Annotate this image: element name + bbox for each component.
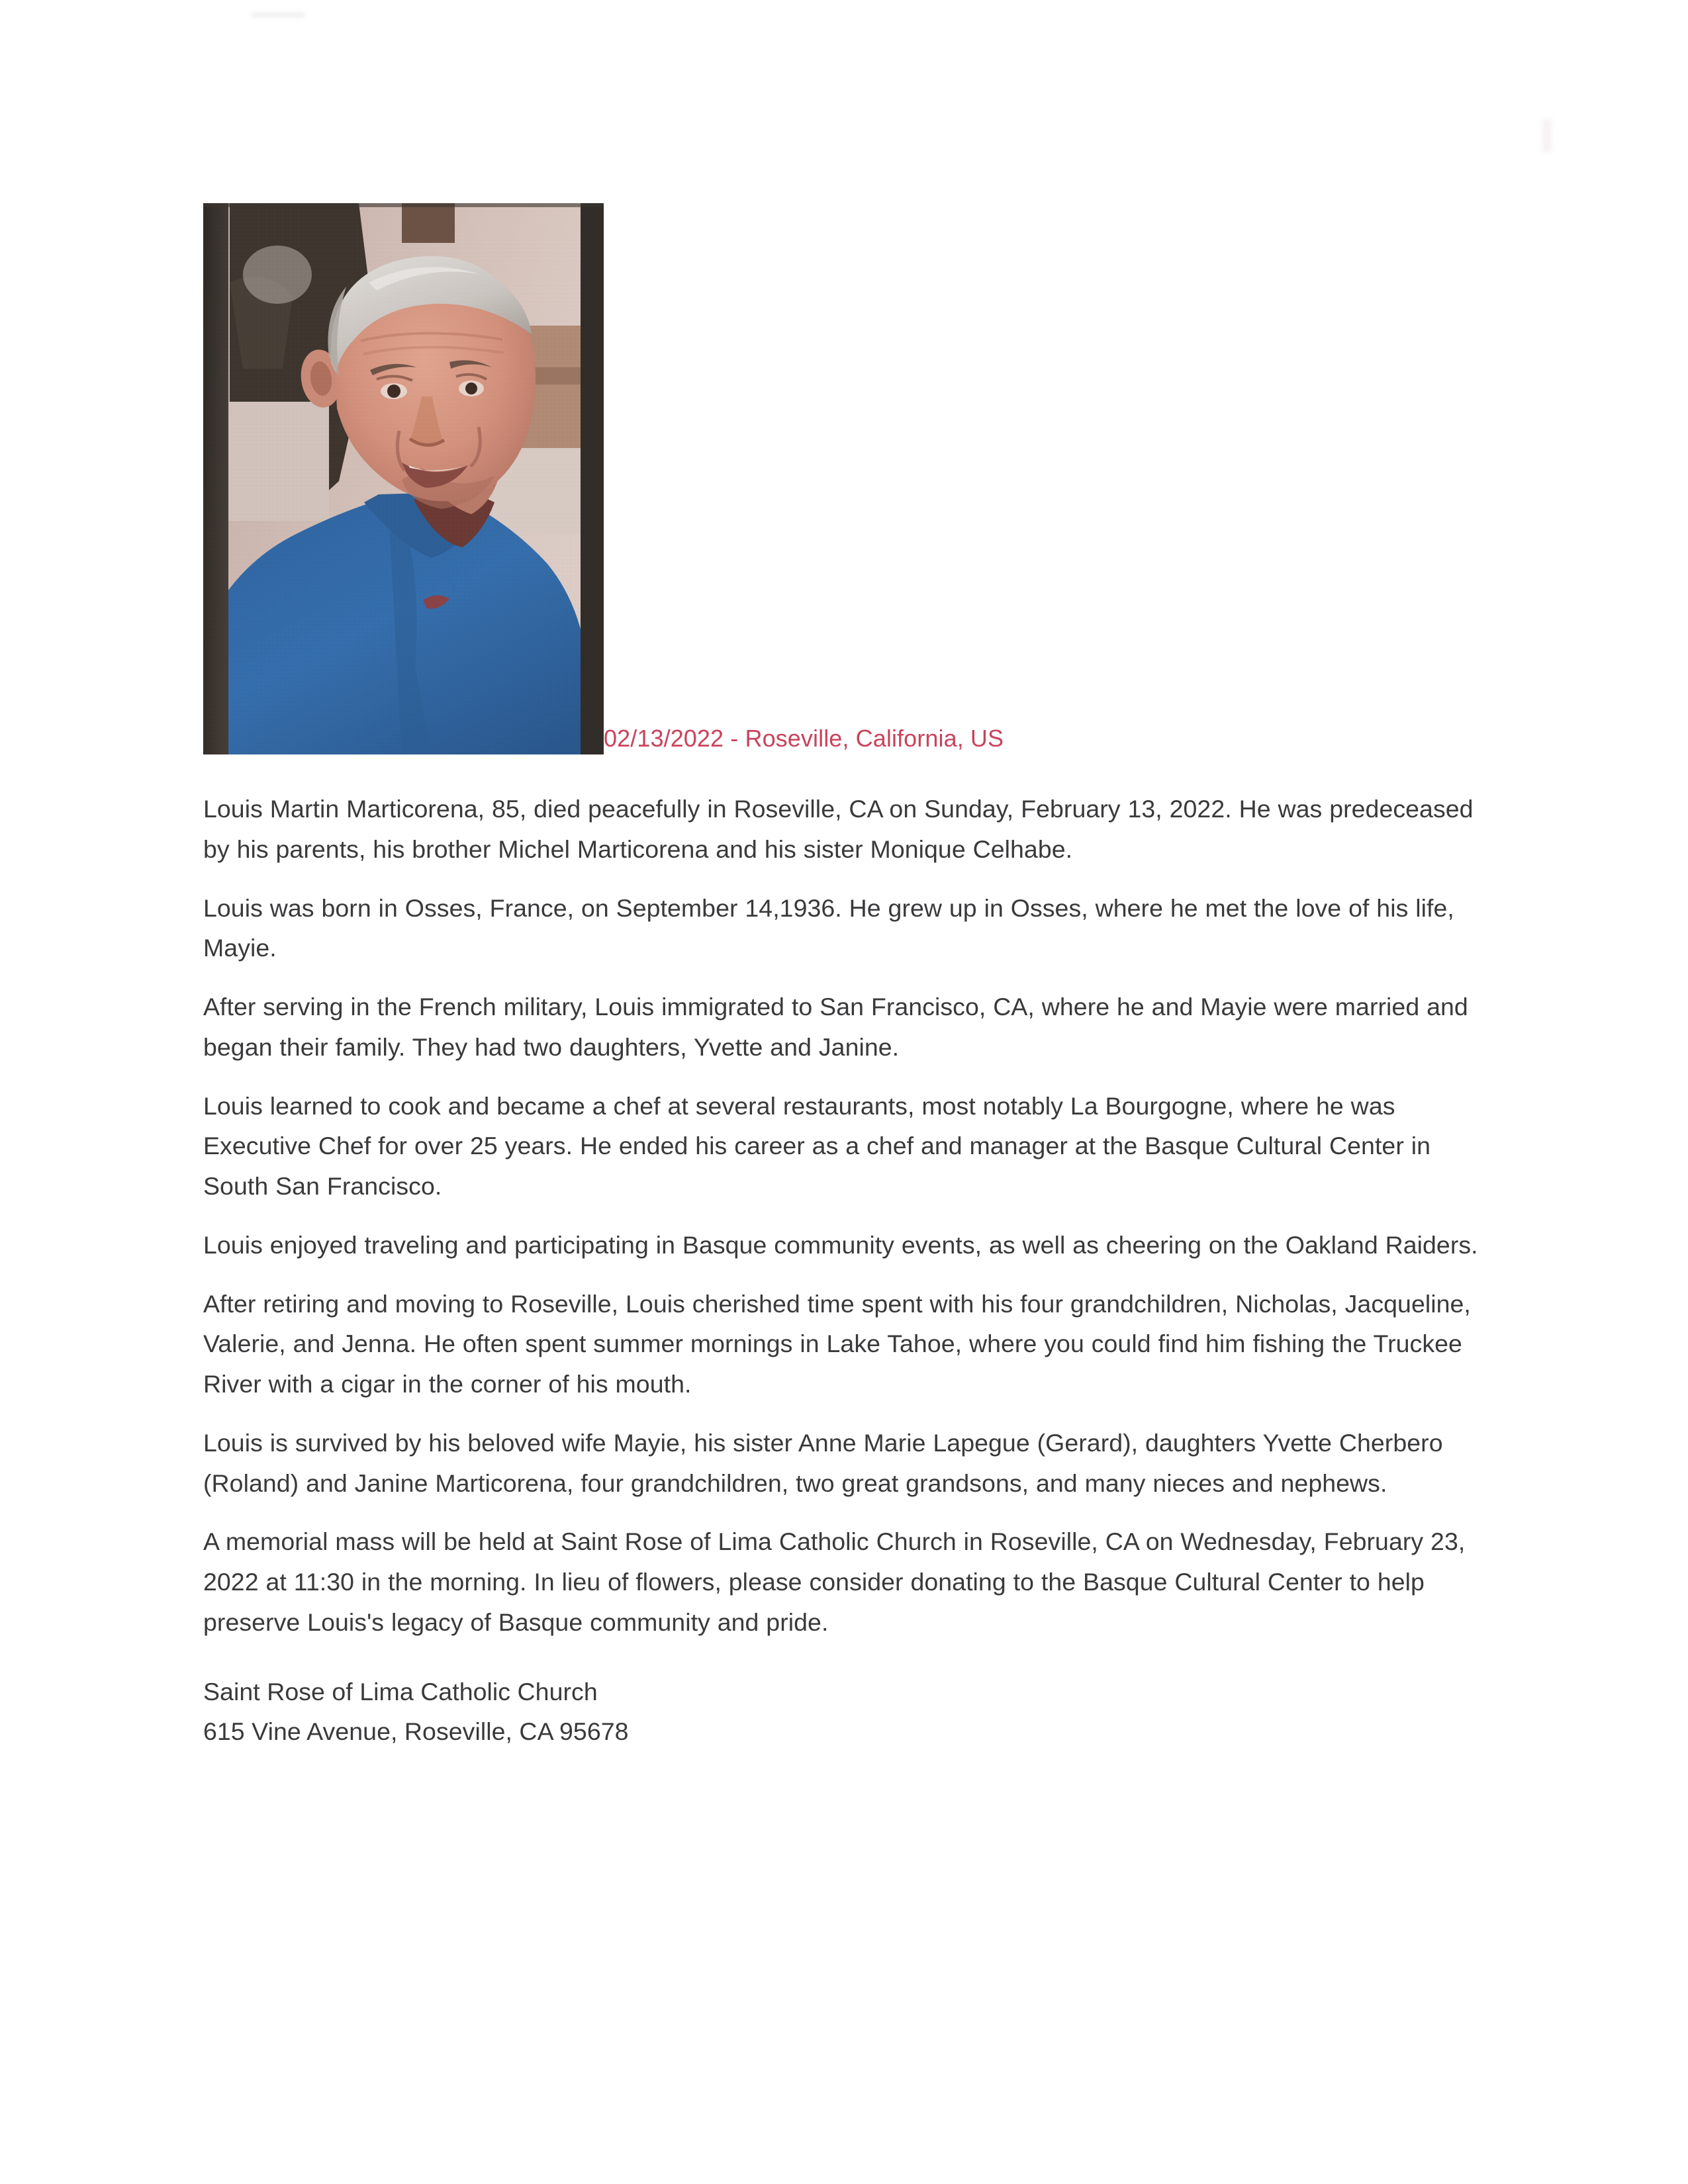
paragraph: Louis was born in Osses, France, on September 14,1936. He grew up in Osses, where he met the love of his life, Mayie. [203, 893, 1454, 962]
paragraph: Louis enjoyed traveling and participating in Basque community events, as well as cheering on the Oakland Raiders. [203, 1230, 1478, 1259]
paragraph: After serving in the French military, Louis immigrated to San Francisco, CA, where he and Mayie were married and began their family. They had two daughters, Yvette and Janine. [203, 993, 1468, 1061]
photo-caption-row [604, 727, 1004, 751]
venue-address: 615 Vine Avenue, Roseville, CA 95678 [203, 1717, 629, 1746]
paragraph: A memorial mass will be held at Saint Rose of Lima Catholic Church in Roseville, CA on Wednesday, February 23, 2022 at 11:30 in the morning. In lieu of flowers, please consider donating to the Basque Cultural Center to help preserve Louis's legacy of Basque community and pride. [203, 1527, 1466, 1636]
document-content [203, 0, 1487, 1752]
paragraph: Louis Martin Marticorena, 85, died peacefully in Roseville, CA on Sunday, February 13, 2022. He was predeceased by his parents, his brother Michel Marticorena and his sister Monique Celhabe. [203, 795, 1474, 863]
scan-artifact-right [1542, 119, 1552, 152]
paragraph: After retiring and moving to Roseville, Louis cherished time spent with his four grandchildren, Nicholas, Jacqueline, Valerie, and Jenna. He often spent summer mornings in Lake Tahoe, where you could find him fishing the Truckee River with a cigar in the corner of his mouth. [203, 1289, 1471, 1398]
paragraph: Louis is survived by his beloved wife Mayie, his sister Anne Marie Lapegue (Gerard), daughters Yvette Cherbero (Roland) and Janine Marticorena, four grandchildren, two great grandsons, and many nieces and nephews. [203, 1428, 1443, 1497]
venue-name: Saint Rose of Lima Catholic Church [203, 1677, 598, 1706]
obituary-body [203, 789, 1487, 1752]
photo-caption: 02/13/2022 - Roseville, California, US [604, 725, 1004, 752]
paragraph: Louis learned to cook and became a chef at several restaurants, most notably La Bourgogne, where he was Executive Chef for over 25 years. He ended his career as a chef and manager at the Basque Cultural Center in South San Francisco. [203, 1091, 1431, 1200]
portrait-photo-block [203, 203, 1004, 754]
portrait-photo-image [203, 203, 604, 754]
portrait-photo [203, 203, 604, 754]
venue-block [203, 1672, 1487, 1752]
